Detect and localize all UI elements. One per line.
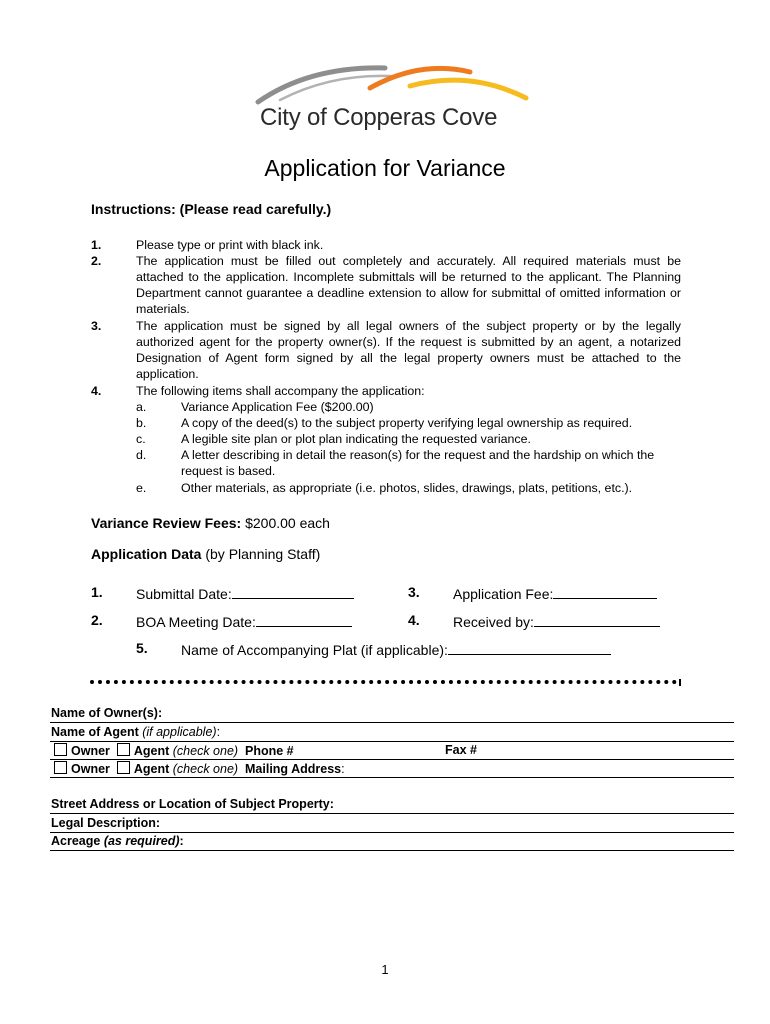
field-number: 1. [91,584,103,600]
fax-field[interactable]: Fax # [445,743,477,757]
contact-row-phone: Owner Agent (check one) Phone # [54,743,294,758]
owner-name-row[interactable]: Name of Owner(s): [51,706,163,720]
instruction-text: The application must be filled out completely and accurately. All required materials must be attached to the application. Incomplete submittals will be returned to the applicant. The Planning Department cannot guarantee a deadline extension to allow for submittal of omitted information or materials. [136,254,681,317]
application-data-heading [91,546,320,562]
mailing-address-label: Mailing Address [245,762,342,776]
row-rule [50,850,734,851]
subitem-text: A letter describing in detail the reason(s) for the request and the hardship on which the request is based. [181,448,655,479]
instruction-number: 1. [91,238,102,252]
logo-arc-yellow [410,80,526,98]
page-title: Application for Variance [264,155,506,181]
contact-row-address: Owner Agent (check one) Mailing Address: [54,761,345,776]
city-logo-arcs-icon [250,62,540,106]
instruction-number: 2. [91,254,102,268]
accompanying-plat-field[interactable]: Name of Accompanying Plat (if applicable): [181,640,611,658]
subitem-text: A copy of the deed(s) to the subject property verifying legal ownership as required. [181,416,633,430]
fees-label: Variance Review Fees: [91,515,242,531]
row-rule [50,813,734,814]
field-number: 4. [408,612,420,628]
field-number: 3. [408,584,420,600]
app-data-note: (by Planning Staff) [201,546,321,562]
fees-value: $200.00 each [241,515,330,531]
row-rule [50,741,734,742]
row-rule [50,832,734,833]
subitem-text: Variance Application Fee ($200.00) [181,400,374,414]
subitem-letter: e. [136,481,147,495]
owner-checkbox[interactable] [54,761,67,774]
subitem-letter: c. [136,432,146,446]
legal-description-row[interactable]: Legal Description: [51,816,161,830]
instruction-text: The following items shall accompany the application: [136,384,425,398]
submittal-date-field[interactable]: Submittal Date: [136,584,354,602]
variance-fees [91,515,330,531]
instruction-number: 3. [91,319,102,333]
page-number: 1 [381,962,389,977]
subitem-letter: a. [136,400,147,414]
instruction-text: The application must be signed by all legal owners of the subject property or by the legally authorized agent for the property owner(s). If the request is submitted by an agent, a notarized Designation of Agent form signed by all the legal property owners must be attached to the application. [136,319,681,382]
agent-checkbox[interactable] [117,743,130,756]
street-address-row[interactable]: Street Address or Location of Subject Property: [51,797,334,811]
field-number: 5. [136,640,148,656]
instruction-text: Please type or print with black ink. [136,238,324,252]
acreage-row[interactable]: Acreage (as required): [51,834,184,848]
subitem-letter: b. [136,416,147,430]
city-name: City of Copperas Cove [260,104,498,131]
instruction-number: 4. [91,384,102,398]
application-fee-field[interactable]: Application Fee: [453,584,657,602]
subitem-text: Other materials, as appropriate (i.e. photos, slides, drawings, plats, petitions, etc.). [181,481,633,495]
agent-name-row[interactable]: Name of Agent (if applicable): [51,725,221,739]
dotted-separator [90,680,677,684]
boa-meeting-date-field[interactable]: BOA Meeting Date: [136,612,352,630]
separator-end-mark [679,679,681,686]
agent-checkbox[interactable] [117,761,130,774]
field-number: 2. [91,612,103,628]
app-data-label: Application Data [91,546,202,562]
row-rule [50,722,734,723]
subitem-letter: d. [136,448,147,462]
subitem-text: A legible site plan or plot plan indicating the requested variance. [181,432,531,446]
row-rule [50,777,734,778]
row-rule [50,759,734,760]
owner-checkbox[interactable] [54,743,67,756]
instructions-heading: Instructions: (Please read carefully.) [91,201,332,217]
received-by-field[interactable]: Received by: [453,612,660,630]
phone-label: Phone # [245,744,294,758]
